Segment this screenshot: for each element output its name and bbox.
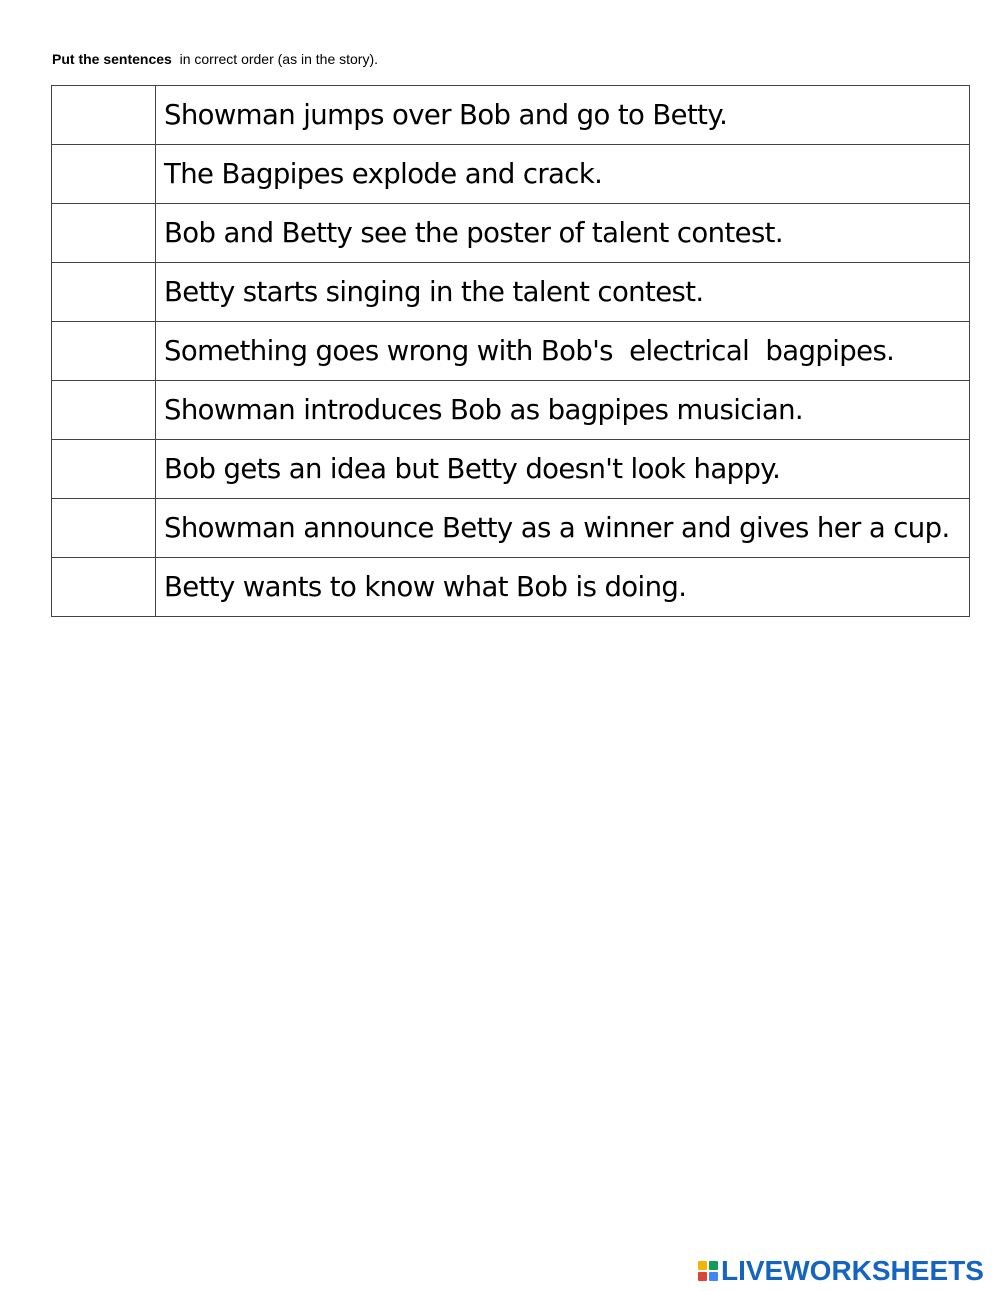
logo-block — [698, 1261, 707, 1270]
table-row — [52, 558, 970, 617]
order-number-input[interactable] — [52, 381, 155, 439]
sentence-text: Showman introduces Bob as bagpipes musician. — [156, 381, 970, 440]
answer-cell — [52, 204, 156, 263]
sentence-text: Betty wants to know what Bob is doing. — [156, 558, 970, 617]
answer-cell — [52, 381, 156, 440]
instruction-rest: in correct order (as in the story). — [171, 51, 379, 67]
table-row — [52, 86, 970, 145]
table-row — [52, 499, 970, 558]
order-number-input[interactable] — [52, 204, 155, 262]
logo-block — [709, 1272, 718, 1281]
logo-text: LIVEWORKSHEETS — [721, 1255, 984, 1286]
table-row — [52, 263, 970, 322]
order-number-input[interactable] — [52, 263, 155, 321]
sentence-text: Betty starts singing in the talent contest. — [156, 263, 970, 322]
answer-cell — [52, 558, 156, 617]
order-number-input[interactable] — [52, 558, 155, 616]
instruction-text — [52, 50, 378, 68]
sentence-order-table — [51, 85, 970, 617]
sentence-text: Bob gets an idea but Betty doesn't look happy. — [156, 440, 970, 499]
order-number-input[interactable] — [52, 145, 155, 203]
table-row — [52, 381, 970, 440]
sentence-text: Showman announce Betty as a winner and gives her a cup. — [156, 499, 970, 558]
order-number-input[interactable] — [52, 86, 155, 144]
table-row — [52, 204, 970, 263]
order-number-input[interactable] — [52, 499, 155, 557]
logo-block — [698, 1272, 707, 1281]
answer-cell — [52, 263, 156, 322]
answer-cell — [52, 86, 156, 145]
liveworksheets-blocks-icon — [698, 1261, 718, 1281]
sentence-text: Showman jumps over Bob and go to Betty. — [156, 86, 970, 145]
order-number-input[interactable] — [52, 440, 155, 498]
table-row — [52, 145, 970, 204]
sentence-text: The Bagpipes explode and crack. — [156, 145, 970, 204]
order-number-input[interactable] — [52, 322, 155, 380]
answer-cell — [52, 145, 156, 204]
answer-cell — [52, 322, 156, 381]
logo-block — [709, 1261, 718, 1270]
sentence-text: Bob and Betty see the poster of talent contest. — [156, 204, 970, 263]
instruction-bold: Put the sentences — [52, 51, 172, 67]
liveworksheets-logo — [698, 1254, 984, 1288]
table-row — [52, 440, 970, 499]
answer-cell — [52, 499, 156, 558]
sentence-rows — [52, 86, 970, 617]
answer-cell — [52, 440, 156, 499]
sentence-text: Something goes wrong with Bob's electrical bagpipes. — [156, 322, 970, 381]
table-row — [52, 322, 970, 381]
